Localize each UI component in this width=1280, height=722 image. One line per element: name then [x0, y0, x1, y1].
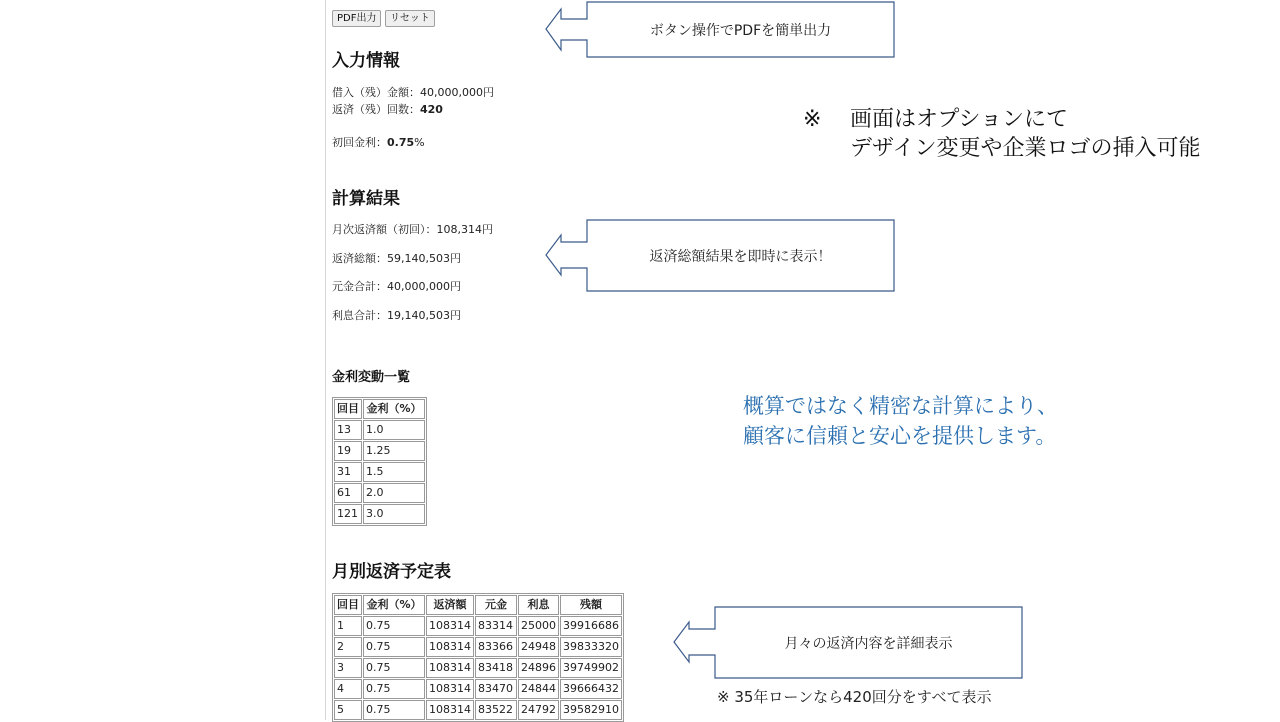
table-cell: 3	[334, 658, 362, 678]
option-note-mark: ※	[803, 107, 822, 132]
input-section-title: 入力情報	[332, 51, 400, 71]
all-rows-note: ※ 35年ローンなら420回分をすべて表示	[717, 688, 992, 706]
table-cell: 0.75	[363, 679, 425, 699]
pdf-export-button[interactable]: PDF出力	[332, 10, 381, 27]
table-cell: 39749902	[560, 658, 622, 678]
table-cell: 108314	[426, 637, 474, 657]
precise-note-line2: 顧客に信頼と安心を提供します。	[743, 424, 1057, 448]
table-cell: 0.75	[363, 637, 425, 657]
table-cell: 83522	[475, 700, 517, 720]
table-row	[334, 420, 425, 440]
repay-count-label: 返済（残）回数：	[332, 103, 420, 116]
column-header: 金利（%）	[363, 399, 425, 419]
table-cell: 83418	[475, 658, 517, 678]
table-cell: 24948	[518, 637, 559, 657]
table-cell: 108314	[426, 616, 474, 636]
table-cell: 108314	[426, 658, 474, 678]
initial-rate-value: 0.75	[387, 136, 415, 149]
table-cell: 121	[334, 504, 362, 524]
table-cell: 1.0	[363, 420, 425, 440]
loan-amount	[332, 84, 494, 100]
table-row	[334, 700, 622, 720]
table-cell: 1.25	[363, 441, 425, 461]
table-cell: 39833320	[560, 637, 622, 657]
table-cell: 1.5	[363, 462, 425, 482]
table-cell: 19	[334, 441, 362, 461]
rate-change-title: 金利変動一覧	[332, 370, 411, 385]
principal-total: 元金合計：40,000,000円	[332, 280, 461, 293]
option-note-line1: 画面はオプションにて	[850, 107, 1069, 132]
table-cell: 24896	[518, 658, 559, 678]
table-cell: 31	[334, 462, 362, 482]
interest-total: 利息合計：19,140,503円	[332, 309, 461, 322]
table-row	[334, 441, 425, 461]
column-header: 残額	[560, 595, 622, 615]
table-cell: 108314	[426, 679, 474, 699]
table-cell: 83470	[475, 679, 517, 699]
table-cell: 5	[334, 700, 362, 720]
monthly-callout-text: 月々の返済内容を詳細表示	[784, 636, 953, 652]
table-cell: 0.75	[363, 658, 425, 678]
loan-amount-value: 40,000,000円	[420, 86, 494, 99]
monthly-callout	[672, 606, 1024, 680]
reset-button[interactable]: リセット	[385, 10, 435, 27]
column-header: 回目	[334, 595, 362, 615]
pdf-callout-text: ボタン操作でPDFを簡単出力	[649, 23, 832, 39]
repay-count-value: 420	[420, 103, 443, 116]
table-cell: 83366	[475, 637, 517, 657]
rate-change-table	[332, 397, 427, 526]
left-divider	[325, 0, 326, 720]
table-header-row	[334, 399, 425, 419]
column-header: 金利（%）	[363, 595, 425, 615]
table-cell: 39916686	[560, 616, 622, 636]
initial-rate-unit: %	[414, 136, 425, 149]
pdf-callout	[544, 1, 896, 59]
table-cell: 25000	[518, 616, 559, 636]
schedule-table	[332, 593, 624, 722]
table-cell: 0.75	[363, 700, 425, 720]
total-callout-text: 返済総額結果を即時に表示！	[649, 249, 832, 265]
table-cell: 39582910	[560, 700, 622, 720]
table-row	[334, 658, 622, 678]
table-cell: 3.0	[363, 504, 425, 524]
table-cell: 24844	[518, 679, 559, 699]
table-cell: 13	[334, 420, 362, 440]
table-cell: 0.75	[363, 616, 425, 636]
table-row	[334, 616, 622, 636]
total-callout	[544, 219, 896, 293]
table-header-row	[334, 595, 622, 615]
initial-rate-label: 初回金利：	[332, 136, 387, 149]
table-cell: 61	[334, 483, 362, 503]
result-section-title: 計算結果	[332, 189, 400, 209]
repay-count	[332, 101, 443, 117]
table-cell: 1	[334, 616, 362, 636]
table-cell: 24792	[518, 700, 559, 720]
table-row	[334, 483, 425, 503]
monthly-payment: 月次返済額（初回）：108,314円	[332, 223, 493, 236]
table-row	[334, 679, 622, 699]
schedule-title: 月別返済予定表	[332, 562, 451, 582]
precise-note-line1: 概算ではなく精密な計算により、	[743, 394, 1058, 418]
table-cell: 2.0	[363, 483, 425, 503]
total-payment: 返済総額：59,140,503円	[332, 252, 461, 265]
table-cell: 4	[334, 679, 362, 699]
column-header: 返済額	[426, 595, 474, 615]
column-header: 利息	[518, 595, 559, 615]
table-row	[334, 462, 425, 482]
table-cell: 108314	[426, 700, 474, 720]
table-cell: 83314	[475, 616, 517, 636]
table-cell: 2	[334, 637, 362, 657]
table-row	[334, 637, 622, 657]
column-header: 元金	[475, 595, 517, 615]
table-cell: 39666432	[560, 679, 622, 699]
loan-amount-label: 借入（残）金額：	[332, 86, 420, 99]
option-note-line2: デザイン変更や企業ロゴの挿入可能	[850, 136, 1201, 161]
initial-rate	[332, 134, 425, 150]
column-header: 回目	[334, 399, 362, 419]
table-row	[334, 504, 425, 524]
